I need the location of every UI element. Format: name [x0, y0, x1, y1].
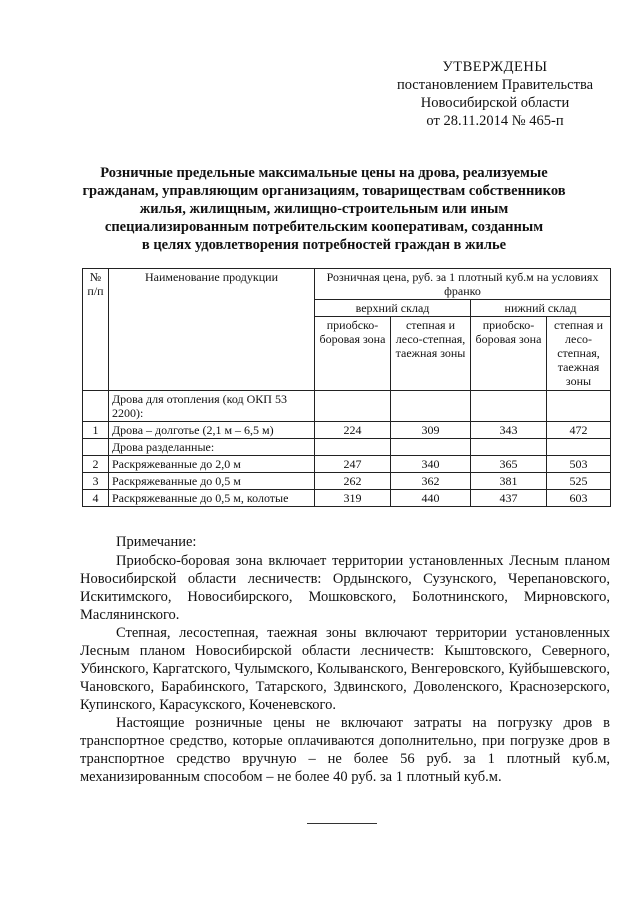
table-cell: [315, 391, 391, 422]
table-cell: [315, 439, 391, 456]
row-product: Дрова – долготье (2,1 м – 6,5 м): [109, 422, 315, 439]
price-value: 309: [391, 422, 471, 439]
title-line: Розничные предельные максимальные цены на дрова, реализуемые: [100, 165, 548, 181]
row-number: 3: [83, 473, 109, 490]
price-value: 247: [315, 456, 391, 473]
price-value: 603: [547, 490, 611, 507]
title-line: жилья, жилищным, жилищно-строительным или иным: [139, 201, 509, 217]
table-cell: [391, 439, 471, 456]
table-cell: [83, 391, 109, 422]
approval-title: УТВЕРЖДЕНЫ: [442, 59, 548, 75]
price-value: 319: [315, 490, 391, 507]
price-value: 381: [471, 473, 547, 490]
notes-header: Примечание:: [116, 534, 197, 550]
price-value: 472: [547, 422, 611, 439]
header-product-name: Наименование продукции: [109, 269, 315, 391]
header-zone: степная и лесо-степная, таежная зоны: [391, 317, 471, 391]
table-row: [83, 456, 611, 473]
row-product: Раскряжеванные до 0,5 м: [109, 473, 315, 490]
header-zone: приобско-боровая зона: [471, 317, 547, 391]
header-retail-price: Розничная цена, руб. за 1 плотный куб.м на условиях франко: [315, 269, 611, 300]
row-number: 2: [83, 456, 109, 473]
price-value: 262: [315, 473, 391, 490]
table-cell: [547, 439, 611, 456]
row-number: 1: [83, 422, 109, 439]
price-value: 440: [391, 490, 471, 507]
approval-line: Новосибирской области: [420, 95, 570, 111]
notes-section: [80, 533, 610, 786]
header-number: № п/п: [83, 269, 109, 391]
header-lower-warehouse: нижний склад: [471, 300, 611, 317]
price-value: 437: [471, 490, 547, 507]
price-value: 525: [547, 473, 611, 490]
document-title: [80, 164, 568, 254]
price-value: 365: [471, 456, 547, 473]
note-paragraph: Настоящие розничные цены не включают затраты на погрузку дров в транспортное средство, которые оплачиваются дополнительно, при погрузке дров в транспортное средство вручную – не более 56 руб. за 1 плотный куб.м, механизированным способом – не более 40 руб. за 1 плотный куб.м.: [80, 715, 610, 785]
price-value: 343: [471, 422, 547, 439]
table-row: [83, 490, 611, 507]
approval-date: от 28.11.2014 № 465-п: [426, 113, 564, 129]
price-value: 362: [391, 473, 471, 490]
approval-block: [380, 58, 610, 130]
price-value: 340: [391, 456, 471, 473]
note-paragraph: Приобско-боровая зона включает территории установленных Лесным планом Новосибирской области лесничеств: Ордынского, Сузунского, Черепановского, Искитимского, Новосибирского, Мошковского, Болотнинского, Мирновского, Маслянинского.: [80, 553, 610, 623]
price-table: [82, 268, 611, 507]
approval-line: постановлением Правительства: [396, 77, 594, 93]
row-number: 4: [83, 490, 109, 507]
end-divider: [307, 823, 377, 824]
row-product: Раскряжеванные до 2,0 м: [109, 456, 315, 473]
header-zone: приобско-боровая зона: [315, 317, 391, 391]
header-upper-warehouse: верхний склад: [315, 300, 471, 317]
header-zone: степная и лесо-степная, таежная зоны: [547, 317, 611, 391]
note-paragraph: Степная, лесостепная, таежная зоны включают территории установленных Лесным планом Новосибирской области лесничеств: Кыштовского, Северного, Убинского, Каргатского, Чулымского, Колыванского, Венгеровского, Куйбышевского, Чановского, Барабинского, Татарского, Здвинского, Доволенского, Краснозерского, Купинского, Карасукского, Коченевского.: [80, 625, 610, 713]
table-row: [83, 422, 611, 439]
group-label: Дрова для отопления (код ОКП 53 2200):: [109, 391, 315, 422]
table-cell: [391, 391, 471, 422]
table-cell: [547, 391, 611, 422]
title-line: гражданам, управляющим организациям, товариществам собственников: [82, 183, 566, 199]
row-product: Раскряжеванные до 0,5 м, колотые: [109, 490, 315, 507]
table-cell: [471, 391, 547, 422]
price-value: 224: [315, 422, 391, 439]
group-label: Дрова разделанные:: [109, 439, 315, 456]
title-line: специализированным потребительским кооперативам, созданным: [104, 219, 544, 235]
table-row: [83, 473, 611, 490]
price-value: 503: [547, 456, 611, 473]
title-line: в целях удовлетворения потребностей граждан в жилье: [141, 237, 507, 253]
table-cell: [471, 439, 547, 456]
table-cell: [83, 439, 109, 456]
